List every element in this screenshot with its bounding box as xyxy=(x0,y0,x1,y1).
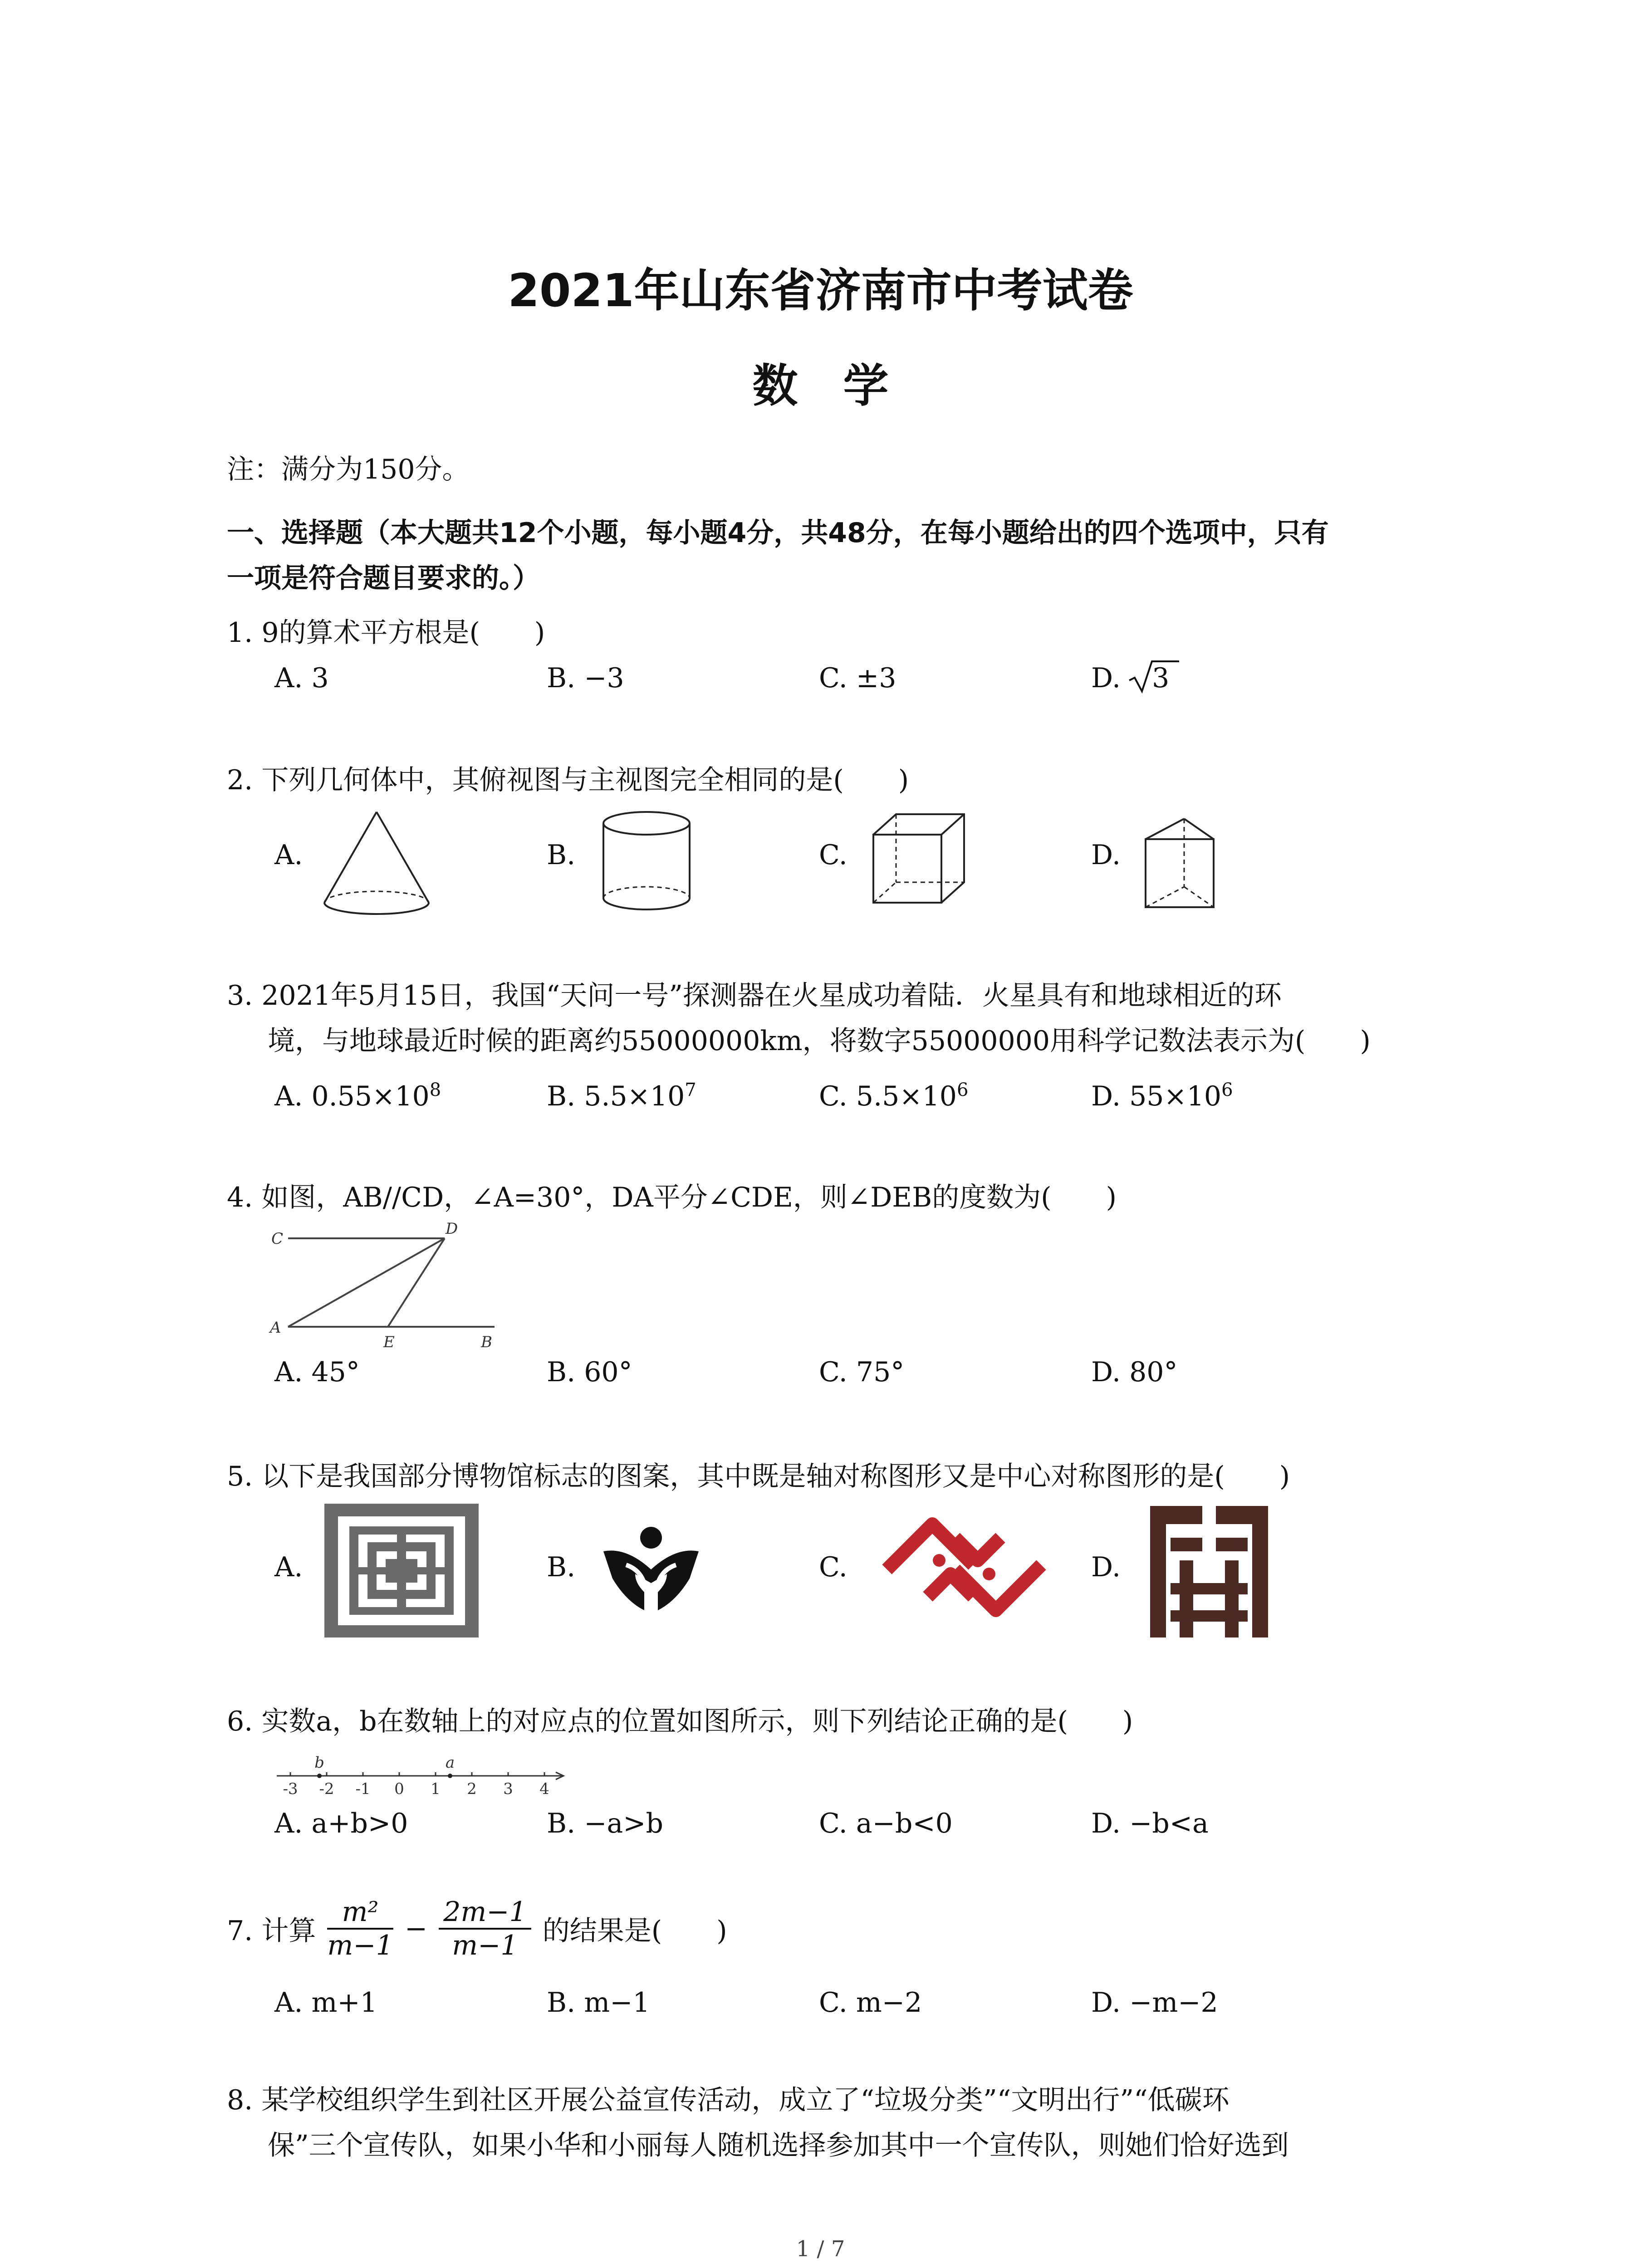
point-a-label: A xyxy=(270,1319,281,1337)
q5-option-d: D. xyxy=(1091,1551,1121,1583)
question-1-stem: 1. 9的算术平方根是( ) xyxy=(227,617,545,649)
question-6-stem: 6. 实数a，b在数轴上的对应点的位置如图所示，则下列结论正确的是( ) xyxy=(227,1706,1133,1737)
q2-option-a: A. xyxy=(274,839,303,871)
question-3-line1: 3. 2021年5月15日，我国“天问一号”探测器在火星成功着陆．火星具有和地球相近的环 xyxy=(227,980,1282,1012)
museum-logo-c-icon xyxy=(869,1501,1059,1633)
point-a-dot xyxy=(448,1774,452,1778)
q1-option-d-label: D. xyxy=(1091,662,1121,694)
axis-tick-label: -2 xyxy=(319,1780,334,1798)
question-8-line2: 保”三个宣传队，如果小华和小丽每人随机选择参加其中一个宣传队，则她们恰好选到 xyxy=(268,2130,1289,2161)
q4-option-a: A. 45° xyxy=(274,1356,360,1388)
q3-option-a: A. $0.55\times 10^8$ xyxy=(274,1080,441,1112)
museum-logo-a-icon xyxy=(324,1504,479,1637)
museum-logo-b-icon xyxy=(599,1524,703,1615)
score-note: 注：满分为150分。 xyxy=(227,454,470,485)
q7-option-a: A. m+1 xyxy=(274,1987,377,2019)
q6-option-c: C. a−b<0 xyxy=(819,1808,953,1839)
museum-logo-d-icon xyxy=(1146,1506,1273,1637)
q1-option-d xyxy=(1091,662,1169,694)
cube-figure xyxy=(867,807,971,916)
axis-tick-label: 0 xyxy=(394,1780,404,1798)
q5-option-c: C. xyxy=(819,1551,847,1583)
point-b-label: B xyxy=(481,1333,492,1351)
axis-tick-label: -1 xyxy=(355,1780,371,1798)
q5-option-a: A. xyxy=(274,1551,303,1583)
parallel-lines-figure xyxy=(268,1220,504,1356)
q3-option-d: D. $55\times 10^6$ xyxy=(1091,1080,1233,1112)
point-b-label: b xyxy=(314,1754,324,1772)
cylinder-figure xyxy=(597,807,701,921)
question-3-line2: 境，与地球最近时候的距离约55000000km，将数字55000000用科学记数法表示为( ) xyxy=(268,1025,1371,1057)
q7-option-d: D. −m−2 xyxy=(1091,1987,1218,2019)
fraction-1: $\frac{\text{m²}}{m-1}$ xyxy=(327,1896,393,1961)
point-d-label: D xyxy=(446,1220,458,1238)
section-heading-line2: 一项是符合题目要求的。） xyxy=(227,562,540,594)
question-8-line1: 8. 某学校组织学生到社区开展公益宣传活动，成立了“垃圾分类”“文明出行”“低碳环 xyxy=(227,2084,1230,2116)
section-heading-line1: 一、选择题（本大题共12个小题，每小题4分，共48分，在每小题给出的四个选项中，只有 xyxy=(227,517,1329,549)
axis-tick-label: 4 xyxy=(539,1780,549,1798)
q3-option-c: C. $5.5\times 10^6$ xyxy=(819,1080,969,1112)
q6-option-d: D. −b<a xyxy=(1091,1808,1209,1839)
q1-option-a: A. 3 xyxy=(274,662,329,694)
point-b-dot xyxy=(317,1774,322,1778)
q5-option-b: B. xyxy=(547,1551,576,1583)
question-2-stem: 2. 下列几何体中，其俯视图与主视图完全相同的是( ) xyxy=(227,764,909,796)
q6-option-a: A. a+b>0 xyxy=(274,1808,408,1839)
point-a-label: a xyxy=(445,1754,455,1772)
q2-option-c: C. xyxy=(819,839,847,871)
number-line-figure xyxy=(272,1746,572,1801)
point-c-label: C xyxy=(271,1230,284,1248)
q4-option-d: D. 80° xyxy=(1091,1356,1178,1388)
axis-tick-label: 1 xyxy=(431,1780,441,1798)
point-e-label: E xyxy=(383,1333,395,1351)
fraction-2: $\frac{2m-1}{m-1}$ xyxy=(439,1896,531,1961)
sqrt-sign-icon xyxy=(1129,659,1179,695)
subject-title: 数 学 xyxy=(752,359,889,412)
axis-tick-label: 3 xyxy=(503,1780,513,1798)
q1-option-d-sqrt: 3 xyxy=(1147,662,1169,694)
q1-option-c: C. ±3 xyxy=(819,662,896,694)
q1-option-b: B. −3 xyxy=(547,662,624,694)
triangular-prism-figure xyxy=(1139,812,1220,916)
q4-option-c: C. 75° xyxy=(819,1356,905,1388)
q7-option-b: B. m−1 xyxy=(547,1987,650,2019)
page-number: 1 / 7 xyxy=(796,2236,845,2262)
q7-option-c: C. m−2 xyxy=(819,1987,922,2019)
question-7-stem: 7. 计算 $\frac{\text{m²}}{m-1}$ − $\frac{2m-1}{m-1}$ 的结果是( ) xyxy=(227,1896,727,1961)
q4-option-b: B. 60° xyxy=(547,1356,632,1388)
question-4-stem: 4. 如图，AB//CD，∠A=30°，DA平分∠CDE，则∠DEB的度数为( ) xyxy=(227,1182,1117,1213)
question-5-stem: 5. 以下是我国部分博物馆标志的图案，其中既是轴对称图形又是中心对称图形的是( ) xyxy=(227,1461,1290,1492)
paper-title: 2021年山东省济南市中考试卷 xyxy=(508,264,1133,317)
cone-figure xyxy=(318,807,436,921)
axis-tick-label: -3 xyxy=(283,1780,298,1798)
q6-option-b: B. −a>b xyxy=(547,1808,663,1839)
axis-tick-label: 2 xyxy=(467,1780,477,1798)
q2-option-d: D. xyxy=(1091,839,1121,871)
q2-option-b: B. xyxy=(547,839,576,871)
q3-option-b: B. $5.5\times 10^7$ xyxy=(547,1080,696,1112)
